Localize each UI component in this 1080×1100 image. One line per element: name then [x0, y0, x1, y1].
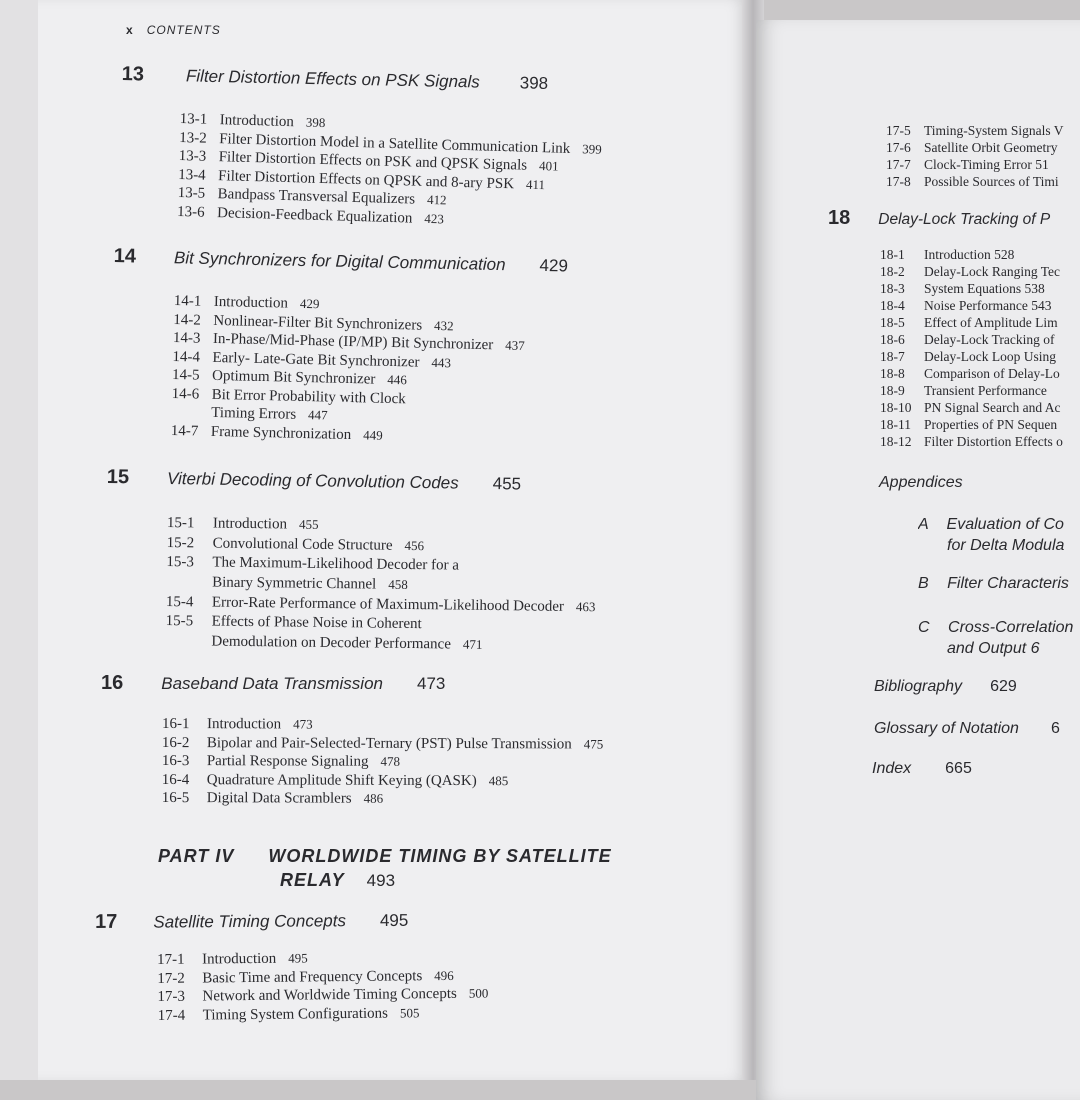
toc-entry: 18-7 Delay-Lock Loop Using [880, 349, 1056, 364]
chapter-title: Satellite Timing Concepts [153, 911, 346, 932]
chapter-number: 14 [113, 245, 137, 268]
chapter-number: 17 [95, 910, 118, 933]
toc-entry: 14-7 Frame Synchronization 449 [170, 422, 383, 443]
toc-entry: 14-2 Nonlinear-Filter Bit Synchronizers 432 [173, 311, 454, 334]
toc-entry: 18-9 Transient Performance [880, 383, 1047, 398]
toc-entry: 18-5 Effect of Amplitude Lim [880, 315, 1058, 330]
right-ch17-continued [886, 122, 1080, 190]
chapter-title: Filter Distortion Effects on PSK Signals [185, 66, 480, 92]
toc-entry: 13-5 Bandpass Transversal Equalizers 412 [177, 184, 447, 208]
chapter-17 [95, 909, 408, 934]
chapter-14-sections [171, 292, 526, 448]
toc-entry: 18-10 PN Signal Search and Ac [880, 400, 1061, 415]
bibliography-entry [874, 678, 1017, 696]
chapter-18 [828, 207, 1080, 230]
running-header [126, 23, 221, 37]
toc-entry: 17-3 Network and Worldwide Timing Concepts 500 [157, 985, 489, 1005]
page-edge [0, 0, 38, 1080]
toc-entry: 16-5 Digital Data Scramblers 486 [161, 789, 384, 807]
toc-entry: 13-1 Introduction 398 [179, 110, 326, 131]
chapter-16-sections [162, 715, 604, 809]
toc-entry: 14-3 In-Phase/Mid-Phase (IP/MP) Bit Synchronizer 437 [172, 329, 525, 354]
toc-entry: 16-2 Bipolar and Pair-Selected-Ternary (PST) Pulse Transmission 475 [161, 734, 604, 752]
toc-entry-continuation: Binary Symmetric Channel 458 [212, 574, 408, 593]
chapter-page: 398 [519, 73, 549, 93]
chapter-title: Viterbi Decoding of Convolution Codes [166, 468, 459, 493]
toc-entry: 14-4 Early- Late-Gate Bit Synchronizer 443 [172, 348, 452, 371]
toc-entry: 18-3 System Equations 538 [880, 281, 1045, 296]
toc-entry: 18-11 Properties of PN Sequen [880, 417, 1058, 432]
glossary-page: 6 [1050, 720, 1060, 737]
toc-entry: 16-3 Partial Response Signaling 478 [161, 752, 401, 770]
chapter-page: 473 [417, 674, 446, 693]
toc-entry: 18-1 Introduction 528 [880, 247, 1015, 262]
header-label: CONTENTS [146, 23, 221, 37]
chapter-title: Baseband Data Transmission [161, 674, 383, 693]
part-title: WORLDWIDE TIMING BY SATELLITE [268, 846, 612, 866]
glossary-label: Glossary of Notation [874, 720, 1019, 737]
chapter-title: Delay-Lock Tracking of P [878, 211, 1051, 228]
toc-entry: 14-1 Introduction 429 [173, 292, 320, 312]
toc-entry: 13-4 Filter Distortion Effects on QPSK and 8-ary PSK 411 [177, 166, 546, 192]
appendices-heading: Appendices [879, 474, 963, 491]
part-heading [158, 846, 612, 867]
appendix-letter: B [918, 575, 929, 592]
toc-entry: 13-2 Filter Distortion Model in a Satellite Communication Link 399 [179, 129, 603, 157]
appendix-title: Evaluation of Co [946, 516, 1064, 533]
toc-entry: 18-2 Delay-Lock Ranging Tec [880, 264, 1061, 279]
toc-entry: 18-6 Delay-Lock Tracking of [880, 332, 1055, 347]
toc-entry: 14-6 Bit Error Probability with Clock [171, 385, 406, 407]
toc-entry: 16-4 Quadrature Amplitude Shift Keying (QASK) 485 [161, 771, 509, 789]
toc-entry: 15-1 Introduction 455 [166, 514, 319, 533]
appendix-letter: A [918, 516, 929, 533]
toc-entry: 17-1 Introduction 495 [157, 950, 308, 968]
chapter-number: 18 [828, 207, 851, 229]
chapter-15-sections [165, 513, 596, 656]
toc-entry: 17-5 Timing-System Signals V [886, 123, 1064, 138]
chapter-number: 13 [121, 63, 145, 86]
toc-entry: 15-2 Convolutional Code Structure 456 [166, 534, 425, 554]
part-heading-line2 [280, 870, 395, 891]
toc-entry-continuation: Timing Errors 447 [211, 404, 328, 423]
chapter-16 [101, 672, 445, 695]
appendix-letter: C [918, 619, 930, 636]
toc-entry: 13-3 Filter Distortion Effects on PSK and QPSK Signals 401 [178, 147, 559, 174]
chapter-page: 455 [492, 474, 522, 494]
chapter-number: 16 [101, 672, 124, 694]
toc-entry: 17-7 Clock-Timing Error 51 [886, 157, 1049, 172]
toc-entry: 15-3 The Maximum-Likelihood Decoder for a [166, 553, 460, 574]
part-page: 493 [366, 871, 396, 890]
part-label: PART IV [158, 846, 235, 866]
chapter-page: 429 [539, 255, 569, 276]
toc-entry: 17-2 Basic Time and Frequency Concepts 496 [157, 967, 454, 987]
toc-entry: 18-4 Noise Performance 543 [880, 298, 1052, 313]
glossary-entry [874, 720, 1080, 738]
toc-entry: 17-8 Possible Sources of Timi [886, 174, 1059, 189]
chapter-17-sections [157, 948, 489, 1025]
toc-entry: 16-1 Introduction 473 [161, 716, 313, 733]
appendix-a [918, 514, 1080, 556]
bibliography-label: Bibliography [874, 678, 963, 695]
toc-entry: 15-5 Effects of Phase Noise in Coherent [165, 612, 422, 633]
appendix-c [918, 617, 1080, 659]
toc-entry: 17-6 Satellite Orbit Geometry [886, 140, 1058, 155]
toc-entry: 13-6 Decision-Feedback Equalization 423 [176, 203, 445, 227]
index-entry [872, 760, 972, 778]
chapter-page: 495 [379, 910, 409, 931]
toc-entry-continuation: Demodulation on Decoder Performance 471 [211, 633, 483, 653]
bibliography-page: 629 [990, 678, 1017, 695]
toc-entry: 17-4 Timing System Configurations 505 [157, 1004, 420, 1024]
index-label: Index [872, 760, 912, 777]
index-page: 665 [945, 760, 972, 777]
chapter-title: Bit Synchronizers for Digital Communication [173, 248, 506, 275]
toc-entry: 14-5 Optimum Bit Synchronizer 446 [171, 366, 408, 388]
chapter-13-sections [177, 110, 603, 233]
toc-entry: 15-4 Error-Rate Performance of Maximum-Likelihood Decoder 463 [165, 593, 596, 615]
toc-entry: 18-12 Filter Distortion Effects o [880, 434, 1063, 449]
header-glyph: x [126, 23, 134, 37]
appendix-title-cont: and Output 6 [947, 640, 1040, 657]
chapter-18-sections [880, 246, 1080, 450]
appendix-title-cont: for Delta Modula [947, 537, 1065, 554]
appendix-title: Cross-Correlation [948, 619, 1074, 636]
toc-entry: 18-8 Comparison of Delay-Lo [880, 366, 1060, 381]
chapter-number: 15 [106, 466, 130, 489]
part-title-cont: RELAY [280, 870, 345, 890]
appendix-title: Filter Characteris [947, 575, 1069, 592]
appendix-b [918, 575, 1080, 593]
